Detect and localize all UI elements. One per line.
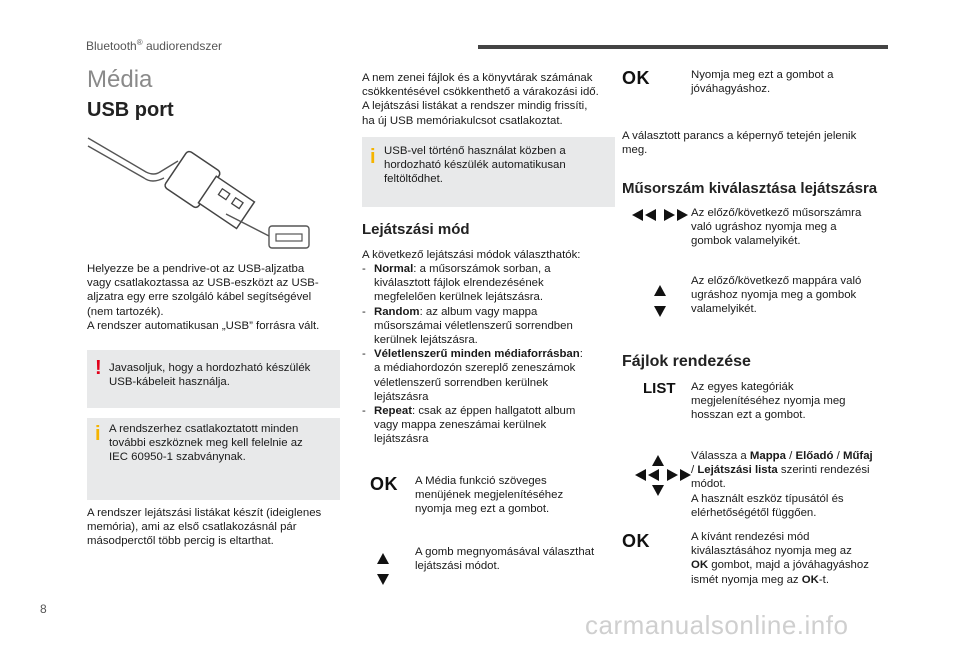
sort-confirm-description: A kívánt rendezési mód kiválasztásához nyomja meg az OK gombot, majd a jóváhagyáshoz ismét nyomja meg az OK-t.: [691, 531, 869, 586]
arrow-left-icon: [635, 469, 646, 481]
playlist-paragraph: A rendszer lejátszási listákat készít (ideiglenes memória), ami az első csatlakozásnál pár másodperctől több percig is eltarthat.: [87, 507, 322, 548]
page-number: 8: [40, 602, 47, 616]
arrow-down-icon: [652, 485, 664, 496]
watermark: carmanualsonline.info: [585, 610, 849, 640]
header-rule: [478, 45, 888, 49]
four-way-arrows-icon: [635, 455, 681, 497]
prev-next-arrows-icon: [632, 209, 688, 221]
running-header: Bluetooth® audiorendszer: [86, 38, 223, 53]
folder-skip-description: Az előző/következő mappára való ugráshoz nyomja meg a gombok valamelyikét.: [691, 275, 862, 316]
list-item: - Random: az album vagy mappa műsorszámai véletlenszerű sorrendben kerülnek lejátszásra.: [362, 305, 573, 347]
arrow-down-icon: [377, 574, 389, 585]
mode-select-description: A gomb megnyomásával választhat lejátszási módot.: [415, 546, 595, 573]
arrow-up-icon: [652, 455, 664, 466]
command-display-paragraph: A választott parancs a képernyő tetején jelenik meg.: [622, 130, 857, 157]
list-item: - Normal: a műsorszámok sorban, a kiválasztott fájlok elrendezésének megfelelően kerülnek lejátszásra.: [362, 263, 551, 304]
play-mode-list: [362, 262, 624, 447]
arrow-left-icon: [648, 469, 659, 481]
usb-intro-paragraph: Helyezze be a pendrive-ot az USB-aljzatba vagy csatlakoztassa az USB-eszközt az USB- aljzatra egy erre szolgáló kábel segítségével (nem tartozék). A rendszer automatikusan „USB” forrásra vált.: [87, 263, 320, 332]
arrow-right-icon: [667, 469, 678, 481]
arrow-up-icon: [654, 285, 666, 296]
usb-plug-illustration: [86, 134, 316, 254]
info-icon: i: [370, 146, 376, 168]
sort-mode-description: Válassza a Mappa / Előadó / Műfaj / Lejátszási lista szerinti rendezési módot. A használt eszköz típusától és elérhetőségétől függően.: [691, 450, 873, 519]
arrow-left-icon: [645, 209, 656, 221]
play-mode-intro: A következő lejátszási módok választhatók:: [362, 249, 581, 261]
ok-button-icon: OK: [622, 531, 650, 551]
arrow-down-icon: [654, 306, 666, 317]
play-mode-heading: Lejátszási mód: [362, 221, 470, 238]
ok-button-icon: OK: [370, 474, 398, 494]
info-note: i A rendszerhez csatlakoztatott minden további eszköznek meg kell felelnie az IEC 60950-1 szabványnak.: [87, 418, 340, 500]
waiting-time-paragraph: A nem zenei fájlok és a könyvtárak számának csökkentésével csökkenthető a várakozási idő. A lejátszási listákat a rendszer mindig frissíti, ha új USB memóriakulcsot csatlakoztat.: [362, 72, 599, 127]
track-select-heading: Műsorszám kiválasztása lejátszásra: [622, 180, 878, 197]
media-menu-description: A Média funkció szöveges menüjének megjelenítéséhez nyomja meg ezt a gombot.: [415, 475, 564, 516]
category-description: Az egyes kategóriák megjelenítéséhez nyomja meg hosszan ezt a gombot.: [691, 381, 846, 422]
track-skip-description: Az előző/következő műsorszámra való ugráshoz nyomja meg a gombok valamelyikét.: [691, 207, 862, 248]
arrow-right-icon: [680, 469, 691, 481]
warning-note: ! Javasoljuk, hogy a hordozható készülék USB-kábeleit használja.: [87, 350, 340, 408]
confirm-description: Nyomja meg ezt a gombot a jóváhagyáshoz.: [691, 69, 834, 96]
list-button-icon: LIST: [643, 380, 676, 397]
list-item: - Repeat: csak az éppen hallgatott album vagy mappa zeneszámai kerülnek lejátszásra: [362, 405, 576, 446]
file-sort-heading: Fájlok rendezése: [622, 353, 751, 370]
usb-heading: USB port: [87, 99, 174, 121]
info-icon: i: [95, 423, 101, 445]
up-down-arrows-icon: [377, 553, 389, 585]
charging-note: i USB-vel történő használat közben a hordozható készülék automatikusan feltöltődhet.: [362, 137, 615, 207]
arrow-up-icon: [377, 553, 389, 564]
up-down-arrows-icon: [654, 285, 666, 317]
section-title: Média: [87, 66, 153, 93]
arrow-right-icon: [677, 209, 688, 221]
warning-icon: !: [95, 357, 102, 379]
list-item: - Véletlenszerű minden médiaforrásban: a médiahordozón szereplő zeneszámok véletlenszerű sorrendben kerülnek lejátszásra: [362, 348, 583, 403]
arrow-left-icon: [632, 209, 643, 221]
arrow-right-icon: [664, 209, 675, 221]
ok-button-icon: OK: [622, 68, 650, 88]
